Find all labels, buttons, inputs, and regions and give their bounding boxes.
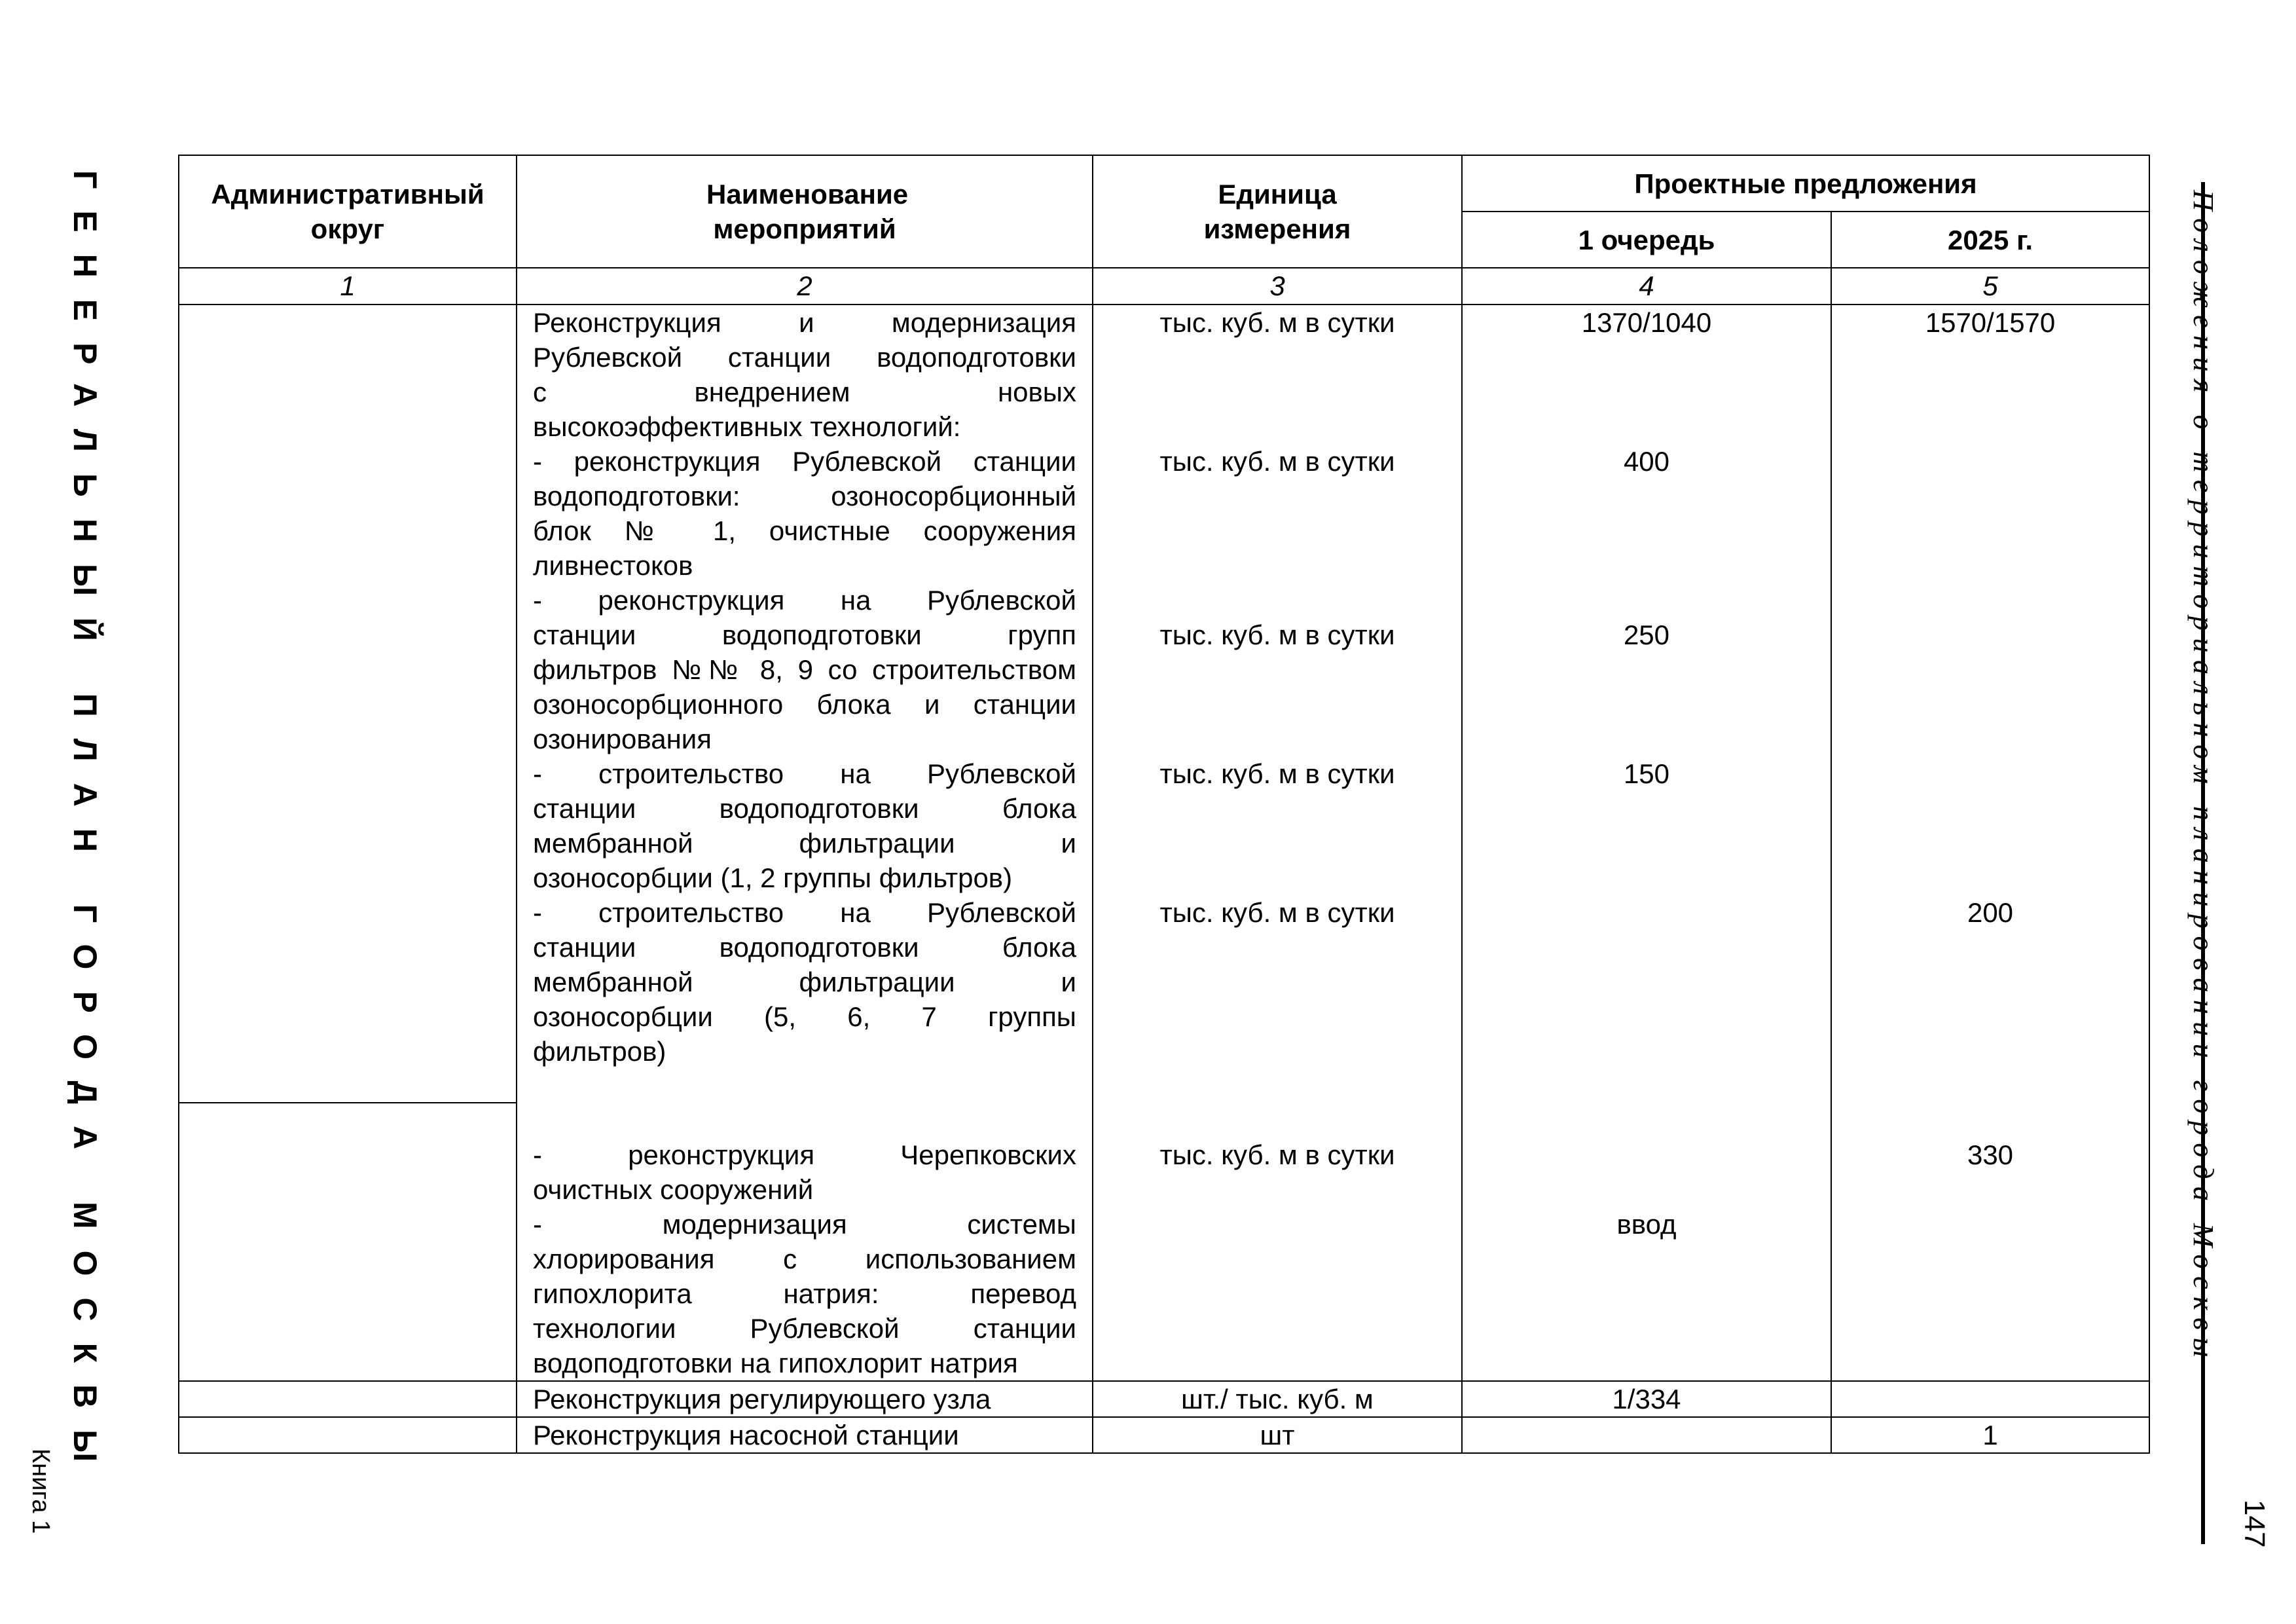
text-line: 400: [1623, 446, 1670, 477]
stage1-cell: 1/334: [1462, 1381, 1831, 1417]
text-line: хлорирования с использованием: [533, 1244, 1076, 1274]
text-line: Реконструкция и модернизация: [533, 307, 1076, 338]
col-number: 1: [179, 268, 517, 304]
text-line: водоподготовки: озоносорбционный: [533, 481, 1076, 511]
text-line: тыс. куб. м в сутки: [1159, 446, 1395, 477]
text-line: гипохлорита натрия: перевод: [533, 1278, 1076, 1309]
text-line: - строительство на Рублевской: [533, 758, 1076, 789]
text-line: 1370/1040: [1581, 307, 1712, 338]
y2025-value: 330: [1967, 1139, 2014, 1170]
text-line: станции водоподготовки групп: [533, 619, 1076, 650]
text-line: - реконструкция на Рублевской: [533, 585, 1076, 616]
text-line: блок № 1, очистные сооружения: [533, 515, 1076, 546]
stage1-value: ввод: [1616, 1209, 1677, 1240]
measures-cell: Реконструкция регулирующего узла: [517, 1381, 1093, 1417]
header-2025: 2025 г.: [1831, 212, 2149, 268]
text-line: станции водоподготовки блока: [533, 793, 1076, 824]
unit-cell: шт./ тыс. куб. м: [1093, 1381, 1462, 1417]
measures-cell: [517, 304, 1093, 1103]
text-line: тыс. куб. м в сутки: [1159, 307, 1395, 338]
y2025-cell: 1: [1831, 1417, 2149, 1453]
text-line: тыс. куб. м в сутки: [1159, 758, 1395, 789]
text-line: озоносорбции (5, 6, 7 группы: [533, 1001, 1076, 1032]
text-line: 1570/1570: [1925, 307, 2056, 338]
col-number: 2: [517, 268, 1093, 304]
text-line: 250: [1623, 619, 1670, 650]
text-line: 150: [1623, 758, 1670, 789]
text-line: озоносорбционного блока и станции: [533, 689, 1076, 720]
measures-cell: [517, 1103, 1093, 1381]
text-line: озонирования: [533, 724, 712, 754]
book-label: Книга 1: [27, 1449, 54, 1534]
text-line: тыс. куб. м в сутки: [1159, 619, 1395, 650]
text-line: очистных сооружений: [533, 1174, 814, 1205]
text-line: водоподготовки на гипохлорит натрия: [533, 1348, 1018, 1378]
page-number: 147: [2238, 1500, 2270, 1548]
header-proposals: Проектные предложения: [1462, 155, 2149, 212]
text-line: озоносорбции (1, 2 группы фильтров): [533, 862, 1013, 893]
text-line: с внедрением новых: [533, 377, 1076, 407]
stage1-cell: [1462, 304, 1831, 1103]
text-line: ливнестоков: [533, 550, 693, 581]
text-line: [1832, 618, 2149, 652]
text-line: станции водоподготовки блока: [533, 932, 1076, 963]
document-title-vertical: ГЕНЕРАЛЬНЫЙ ПЛАН ГОРОДА МОСКВЫ: [67, 170, 103, 1484]
text-line: 200: [1967, 897, 2014, 928]
text-line: - модернизация системы: [533, 1209, 1076, 1240]
district-cell: [179, 304, 517, 1103]
unit-cell: шт: [1093, 1417, 1462, 1453]
district-cell: [179, 1103, 517, 1381]
text-line: мембранной фильтрации и: [533, 967, 1076, 997]
header-district: Административный округ: [179, 155, 517, 268]
column-numbers-row: [179, 268, 2149, 304]
district-cell: [179, 1417, 517, 1453]
text-line: [1832, 756, 2149, 791]
col-number: 4: [1462, 268, 1831, 304]
table-row-pump: [179, 1417, 2149, 1453]
header-measures: Наименование мероприятий: [517, 155, 1093, 268]
section-title-vertical: Положения о территориальном планировании города Москвы: [2187, 190, 2219, 1365]
unit-cell: [1093, 1103, 1462, 1381]
y2025-cell: [1831, 1103, 2149, 1381]
text-line: тыс. куб. м в сутки: [1159, 897, 1395, 928]
text-line: - реконструкция Черепковских: [533, 1139, 1076, 1170]
stage1-cell: [1462, 1103, 1831, 1381]
header-unit: Единица измерения: [1093, 155, 1462, 268]
district-cell: [179, 1381, 517, 1417]
text-line: [1832, 444, 2149, 479]
stage1-cell: [1462, 1417, 1831, 1453]
text-line: фильтров): [533, 1036, 666, 1067]
text-line: [1463, 895, 1831, 930]
unit-value: тыс. куб. м в сутки: [1159, 1139, 1395, 1170]
unit-cell: [1093, 304, 1462, 1103]
text-line: мембранной фильтрации и: [533, 828, 1076, 858]
table-row-cherepkovo: [179, 1103, 2149, 1381]
col-number: 3: [1093, 268, 1462, 304]
text-line: Рублевской станции водоподготовки: [533, 342, 1076, 373]
text-line: технологии Рублевской станции: [533, 1313, 1076, 1344]
measures-cell: Реконструкция насосной станции: [517, 1417, 1093, 1453]
text-line: высокоэффективных технологий:: [533, 411, 961, 442]
table-row-regulating: [179, 1381, 2149, 1417]
text-line: фильтров №№ 8, 9 со строительством: [533, 654, 1076, 685]
y2025-cell: [1831, 1381, 2149, 1417]
table-row-rublevskaya: [179, 304, 2149, 1103]
col-number: 5: [1831, 268, 2149, 304]
y2025-cell: [1831, 304, 2149, 1103]
text-line: - строительство на Рублевской: [533, 897, 1076, 928]
measures-table: [178, 155, 2150, 1454]
header-stage1: 1 очередь: [1462, 212, 1831, 268]
text-line: - реконструкция Рублевской станции: [533, 446, 1076, 477]
